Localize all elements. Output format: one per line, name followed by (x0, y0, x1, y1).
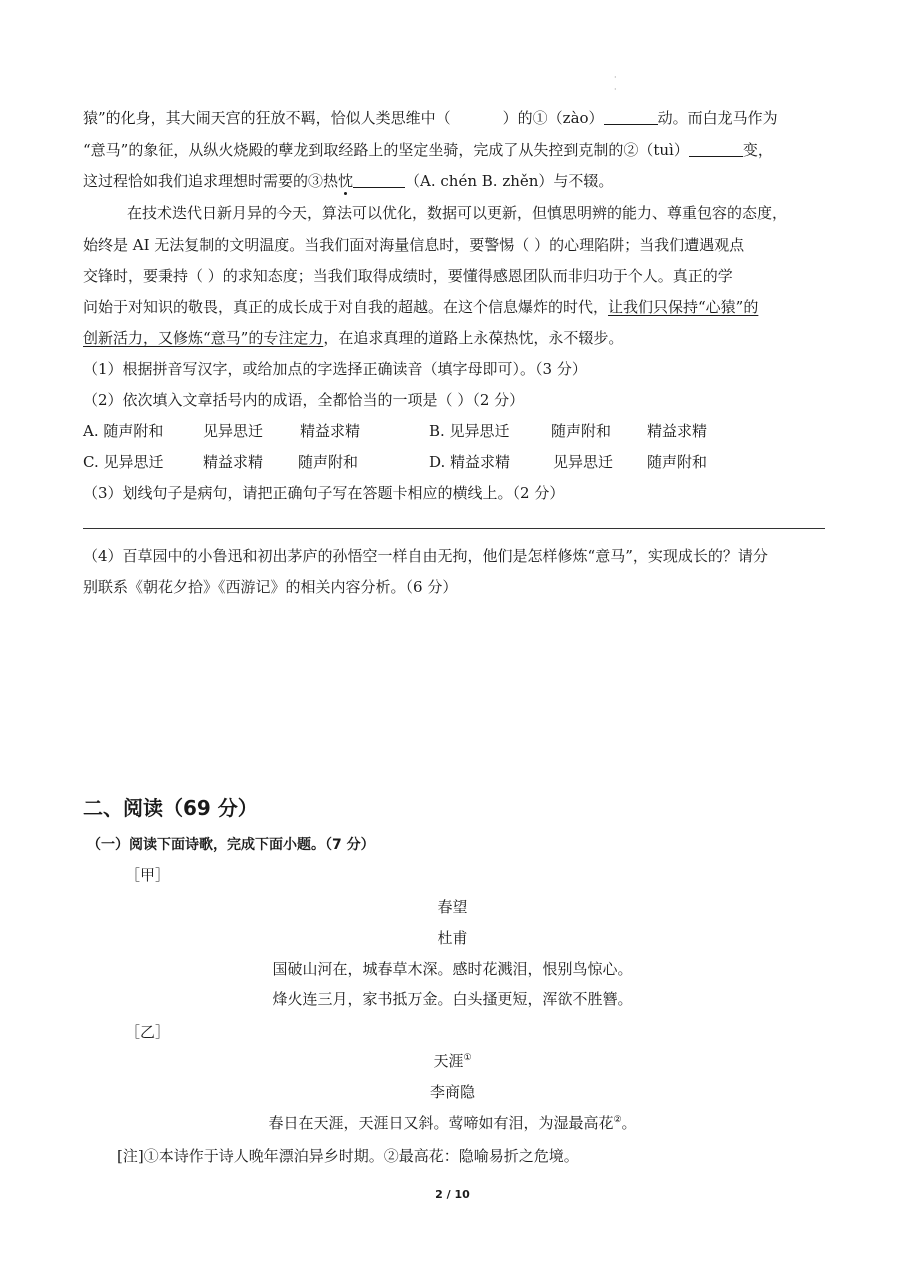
poem-tag-jia: ［甲］ (125, 866, 171, 884)
poem-title: 天涯① (433, 1052, 472, 1070)
passage-line: 交锋时，要秉持（ ）的求知态度；当我们取得成绩时，要懂得感恩团队而非归功于个人。真正的学 (83, 267, 733, 285)
poem-author: 李商隐 (429, 1083, 475, 1101)
passage-line: 问始于对知识的敬畏，真正的成长成于对自我的超越。在这个信息爆炸的时代，让我们只保持“心猿”的 (83, 298, 759, 316)
option-b: B. 见异思迁 (429, 422, 510, 440)
passage-line: “意马”的象征，从纵火烧殿的孽龙到取经路上的坚定坐骑，完成了从失控到克制的②（tuì） 变， (83, 141, 773, 159)
passage-line: 猿”的化身，其大闹天宫的狂放不羁，恰似人类思维中（ ）的①（zào） 动。而白龙马作为 (83, 109, 778, 127)
answer-blank (604, 109, 658, 125)
underlined-sentence: 创新活力，又修炼“意马”的专注定力 (83, 329, 324, 347)
question-3: （3）划线句子是病句，请把正确句子写在答题卡相应的横线上。（2 分） (83, 484, 565, 502)
poem-author: 杜甫 (437, 929, 468, 947)
document-page: · · 猿”的化身，其大闹天宫的狂放不羁，恰似人类思维中（ ）的①（zào） 动。而白龙马作为 “意马”的象征，从纵火烧殿的孽龙到取经路上的坚定坐骑，完成了从失控到克制的②（tuì） 变， 这过程恰如我们追求理想时需要的③热忱 （A. chén B. zhěn）与不辍。 在技术迭代日新月异的今天，算法可以优化，数据可以更新，但慎思明辨的能力、尊重包容的态度， 始终是 AI 无法复制的文明温度。当我们面对海量信息时，要警惕（ ）的心理陷阱；当我们遭遇观点 交锋时，要秉持（ ）的求知态度；当我们取得成绩时，要懂得感恩团队而非归功于个人。真正的学 问始于对知识的敬畏，真正的成长成于对自我的超越。在这个信息爆炸的时代，让我们只保持“心猿”的 创新活力，又修炼“意马”的专注定力，在追求真理的道路上永葆热忱，永不辍步。 （1）根据拼音写汉字，或给加点的字选择正确读音（填字母即可）。（3 分） （2）依次填入文章括号内的成语，全都恰当的一项是（ ）（2 分） A. 随声附和 见异思迁 精益求精 B. 见异思迁 随声附和 精益求精 C. 见异思迁 精益求精 随声附和 D. 精益求精 见异思迁 随声附和 （3）划线句子是病句，请把正确句子写在答题卡相应的横线上。（2 分） （4）百草园中的小鲁迅和初出茅庐的孙悟空一样自由无拘，他们是怎样修炼“意马”，实现成长的？请分 别联系《朝花夕拾》《西游记》的相关内容分析。（6 分） 二、阅读（69 分） （一）阅读下面诗歌，完成下面小题。（7 分） ［甲］ 春望 杜甫 国破山河在，城春草木深。感时花溅泪，恨别鸟惊心。 烽火连三月，家书抵万金。白头搔更短，浑欲不胜簪。 ［乙］ 天涯① 李商隐 春日在天涯，天涯日又斜。莺啼如有泪，为湿最高花②。 [注]①本诗作于诗人晚年漂泊异乡时期。②最高花：隐喻易折之危境。 2 / 10 (0, 0, 905, 1280)
scan-marks: · · (614, 73, 617, 94)
passage-line: 在技术迭代日新月异的今天，算法可以优化，数据可以更新，但慎思明辨的能力、尊重包容的态度， (127, 204, 788, 222)
option-a: A. 随声附和 (83, 422, 164, 440)
poem-title: 春望 (437, 898, 468, 916)
page-number: 2 / 10 (435, 1188, 470, 1201)
dotted-character: 忱 (338, 172, 354, 190)
option-c: C. 见异思迁 (83, 453, 164, 471)
footnote-marker: ① (463, 1053, 472, 1063)
subsection-title: （一）阅读下面诗歌，完成下面小题。（7 分） (87, 837, 375, 853)
poem-line: 烽火连三月，家书抵万金。白头搔更短，浑欲不胜簪。 (272, 990, 633, 1008)
poem-tag-yi: ［乙］ (125, 1023, 171, 1041)
option-d: D. 精益求精 (429, 453, 511, 471)
question-2: （2）依次填入文章括号内的成语，全都恰当的一项是（ ）（2 分） (83, 391, 525, 409)
answer-blank (353, 172, 405, 188)
question-4: （4）百草园中的小鲁迅和初出茅庐的孙悟空一样自由无拘，他们是怎样修炼“意马”，实现成长的？请分 (83, 547, 768, 565)
poem-line: 春日在天涯，天涯日又斜。莺啼如有泪，为湿最高花②。 (268, 1114, 637, 1132)
answer-line (83, 528, 825, 529)
passage-line: 创新活力，又修炼“意马”的专注定力，在追求真理的道路上永葆热忱，永不辍步。 (83, 329, 624, 347)
passage-line: 这过程恰如我们追求理想时需要的③热忱 （A. chén B. zhěn）与不辍。 (83, 172, 614, 190)
footnote-marker: ② (613, 1115, 622, 1125)
section-title: 二、阅读（69 分） (83, 796, 258, 820)
underlined-sentence: 让我们只保持“心猿”的 (608, 298, 759, 316)
passage-line: 始终是 AI 无法复制的文明温度。当我们面对海量信息时，要警惕（ ）的心理陷阱；当我们遭遇观点 (83, 236, 745, 254)
poem-note: [注]①本诗作于诗人晚年漂泊异乡时期。②最高花：隐喻易折之危境。 (117, 1147, 579, 1165)
poem-line: 国破山河在，城春草木深。感时花溅泪，恨别鸟惊心。 (272, 960, 633, 978)
answer-blank (689, 141, 743, 157)
question-1: （1）根据拼音写汉字，或给加点的字选择正确读音（填字母即可）。（3 分） (83, 360, 587, 378)
question-4-continued: 别联系《朝花夕拾》《西游记》的相关内容分析。（6 分） (83, 578, 458, 596)
